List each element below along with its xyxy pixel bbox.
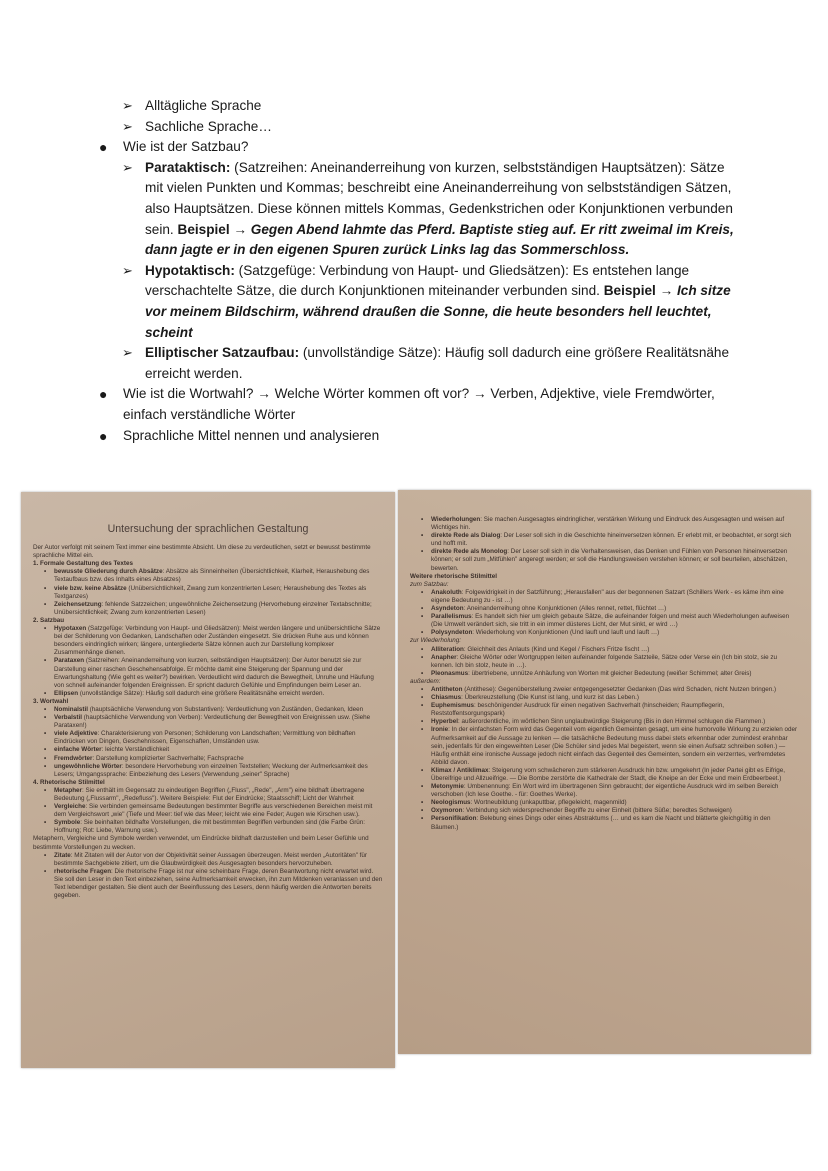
list-item xyxy=(33,730,383,746)
list-item xyxy=(410,532,799,548)
list-item xyxy=(95,96,735,117)
list-item xyxy=(33,763,383,779)
term-text: (unvollständige Sätze): Häufig soll dadurch eine größere Realitätsnähe erreicht werden. xyxy=(145,345,730,381)
term-text: (Satzgefüge: Verbindung von Haupt- und Gliedsätzen): Meist werden längere und unübersichtliche Sätze bei der Schilderung von Gedanken, Landschaften oder Zuständen eingesetzt. Sie drücken Ruhe aus und können besonders eindringlich wirken; längere, untergliederte Sätze können auch zur Darstellung komplexer Zusammenhänge dienen. xyxy=(54,625,381,657)
term-text: : beschönigender Ausdruck für einen negativen Sachverhalt (hinscheiden; Raumpflegerin, Reststoffentsorgungspark) xyxy=(431,702,724,718)
list-item xyxy=(410,589,799,605)
term-heading: Metapher xyxy=(54,786,82,794)
list-item xyxy=(33,706,383,714)
term-heading: Personifikation xyxy=(431,815,477,823)
list-item xyxy=(410,516,799,532)
term-heading: Hypotaxen xyxy=(54,625,87,633)
term-heading: einfache Wörter xyxy=(54,746,102,754)
term-text: : Sie machen Ausgesagtes eindringlicher, verstärken Wirkung und Eindruck des Ausgesagten und weisen auf Wichtiges hin. xyxy=(431,516,785,532)
term-text: : Überkreuzstellung (Die Kunst ist lang, und kurz ist das Leben.) xyxy=(461,694,639,702)
list-item xyxy=(410,613,799,629)
term-heading: Antitheton xyxy=(431,685,463,693)
list-item xyxy=(410,807,799,815)
term-heading: direkte Rede als Dialog xyxy=(431,532,501,540)
list-item xyxy=(410,799,799,807)
term-heading: Chiasmus xyxy=(431,694,462,702)
list-item xyxy=(33,714,383,730)
term-text: (Satzgefüge: Verbindung von Haupt- und Gliedsätzen): Es entstehen lange verschachtelte Sätze, die durch Konjunktionen miteinander verbunden sind. xyxy=(145,262,690,299)
arrow-bullet-icon: ➢ xyxy=(122,262,133,278)
list-item xyxy=(410,646,799,654)
list-item xyxy=(410,654,799,670)
list-item xyxy=(410,815,799,831)
term-text: : Es handelt sich hier um gleich gebaute Sätze, die aufeinander folgen und meist auch Wiederholungen aufweisen (Die Umwelt verändert sich, sie tritt in ein immer düsteres Licht, der Mut sinkt, er wird …) xyxy=(431,613,790,629)
term-heading: viele bzw. keine Absätze xyxy=(54,584,127,592)
term-text: (unvollständige Sätze): Häufig soll dadurch eine größere Realitätsnähe erreicht werden. xyxy=(78,689,325,697)
list-item xyxy=(33,690,383,698)
term-heading: Elliptischer Satzaufbau: xyxy=(145,345,300,361)
list-item xyxy=(410,726,799,766)
list-item xyxy=(33,657,383,689)
term-text: : Wiederholung von Konjunktionen (Und lauft und lauft und lauft …) xyxy=(472,629,660,637)
subsection-heading: außerdem: xyxy=(410,677,441,685)
list-item xyxy=(410,670,799,678)
term-heading: Nominalstil xyxy=(54,705,88,713)
bullet-icon: ● xyxy=(99,427,108,444)
arrow-bullet-icon: ➢ xyxy=(122,159,133,175)
term-text: : Folgewidrigkeit in der Satzführung; „Herausfallen" aus der begonnenen Satzart (Schillers Werk - es käme ihm eine eigene Bedeutung zu - ist …) xyxy=(431,588,784,604)
term-heading: Ironie xyxy=(431,726,449,734)
term-text: : Sie verbinden gemeinsame Bedeutungen bestimmter Begriffe aus verschiedenen Bereichen meist mit dem Vergleichswort „wie" (Tiefe und Meer: tief wie das Meer; leicht wie eine Feder; Augen wie Kirschen usw.). xyxy=(54,803,373,819)
term-heading: Anakoluth xyxy=(431,588,462,596)
list-item-text: Alltägliche Sprache xyxy=(145,98,262,113)
term-text: : Darstellung komplizierter Sachverhalte; Fachsprache xyxy=(92,754,244,762)
term-text: : Sie enthält im Gegensatz zu eindeutigen Begriffen („Fluss", „Rede", „Arm") eine bildhaft übertragene Bedeutung („Flussarm", „Redefluss"). Weitere Beispiele: Flut der Eindrücke; Staatsschiff; Licht der Wahrheit xyxy=(54,786,365,802)
list-item xyxy=(95,384,735,425)
worksheet-title: Untersuchung der sprachlichen Gestaltung xyxy=(107,523,309,535)
term-heading: Parataxen xyxy=(54,657,85,665)
term-heading: Alliteration xyxy=(431,645,464,653)
list-item xyxy=(33,852,383,868)
example-text: Gegen Abend lahmte das Pferd. Baptiste stieg auf. Er ritt zweimal im Kreis, dann jagte er in den eigenen Spuren zurück Links lag das Sommerschloss. xyxy=(145,221,734,258)
list-item xyxy=(95,158,735,261)
term-text: : außerordentliche, im wörtlichen Sinn unglaubwürdige Steigerung (Bis in den Himmel schlugen die Flammen.) xyxy=(457,718,766,726)
list-item xyxy=(95,117,735,138)
list-item xyxy=(410,686,799,694)
section-heading: Weitere rhetorische Stilmittel xyxy=(410,572,498,580)
section-heading: 2. Satzbau xyxy=(33,616,65,624)
term-heading: Symbole xyxy=(54,819,81,827)
term-heading: Fremdwörter xyxy=(54,754,93,762)
term-heading: Zitate xyxy=(54,851,71,859)
list-item xyxy=(33,601,383,617)
term-heading: Parallelismus xyxy=(431,613,472,621)
section-heading: 3. Wortwahl xyxy=(33,697,69,705)
term-heading: Asyndeton xyxy=(431,605,464,613)
arrow-bullet-icon: ➢ xyxy=(122,98,133,113)
term-heading: Hypotaktisch: xyxy=(145,262,235,278)
arrow-bullet-icon: ➢ xyxy=(122,118,133,134)
subsection-heading: zum Satzbau: xyxy=(410,580,449,588)
term-heading: bewusste Gliederung durch Absätze xyxy=(54,568,163,576)
worksheet-intro: Der Autor verfolgt mit seinem Text immer eine bestimmte Absicht. Um diese zu verdeutlichen, setzt er bewusst bestimmte sprachliche Mittel ein. xyxy=(33,544,371,560)
term-heading: Zeichensetzung xyxy=(54,600,102,608)
list-item xyxy=(410,718,799,726)
term-text: : Gleiche Wörter oder Wortgruppen leiten aufeinander folgende Satzteile, Sätze oder Verse ein (Ich bin stolz, sie zu kennen. Ich bin stolz, heute in …). xyxy=(431,653,778,669)
term-heading: Ellipsen xyxy=(54,689,79,697)
list-item xyxy=(95,261,735,343)
example-text: Ich sitze vor meinem Bildschirm, während draußen die Sonne, die heute besonders hell leuchtet, scheint xyxy=(145,283,731,340)
term-text: : besondere Hervorhebung von einzelnen Textstellen; Weckung der Aufmerksamkeit des Lesers; Umgangssprache: Einbeziehung des Lesers (Verwendung „seiner" Sprache) xyxy=(54,762,368,778)
photo-worksheet-right xyxy=(398,490,811,1054)
example-label: Beispiel → xyxy=(603,283,674,299)
term-heading: Verbalstil xyxy=(54,714,83,722)
term-heading: direkte Rede als Monolog xyxy=(431,548,508,556)
list-item xyxy=(410,767,799,783)
term-heading: Metonymie xyxy=(431,783,464,791)
term-text: (Antithese): Gegenüberstellung zweier entgegengesetzter Gedanken (Das wird Schaden, nicht Nutzen bringen.) xyxy=(462,685,777,693)
term-text: : Steigerung vom schwächeren zum stärkeren Ausdruck hin bzw. umgekehrt (In jeder Partei gibt es Eifrige, Übereifrige und Allzueifrige. — Die Bombe zerstörte die Kathedrale der Stadt, die Kneipe an der Ecke und mein Erdbeerbeet.) xyxy=(431,766,785,782)
term-text: : Die rhetorische Frage ist nur eine scheinbare Frage, deren Beantwortung nicht erwartet wird. Sie soll den Leser in den Text einbeziehen, seine Aufmerksamkeit erwecken, ihn zum Mitdenken veranlassen und den Text lebendiger gestalten. Sie dient auch der Beeinflussung des Lesers, denn häufig werden die Antworten bereits gegeben. xyxy=(54,867,383,900)
term-text: : übertriebene, unnütze Anhäufung von Worten mit gleicher Bedeutung (weißer Schimmel; alter Greis) xyxy=(468,669,752,677)
list-item xyxy=(33,585,383,601)
term-heading: Oxymoron xyxy=(431,807,463,815)
term-text: (Satzreihen: Aneinanderreihung von kurzen, selbstständigen Hauptsätzen): Sätze mit vielen Punkten und Kommas; beschreibt eine Aneinanderreihung von selbstständigen Sätzen, also Hauptsätzen. Diese können mittels Kommas, Gedenkstrichen oder Konjunktionen verbunden sein. xyxy=(145,159,733,237)
list-item xyxy=(95,137,735,158)
list-item xyxy=(410,548,799,572)
term-heading: Wiederholungen xyxy=(431,516,481,523)
term-text: : Mit Zitaten will der Autor von der Objektivität seiner Aussagen überzeugen. Meist werden „Autoritäten" für bestimmte Sachgebiete zitiert, um die Glaubwürdigkeit des Ausgesagten besonders hervorzuheben. xyxy=(54,851,368,867)
term-heading: Euphemismus xyxy=(431,702,475,710)
term-text: : Verbindung sich widersprechender Begriffe zu einer Einheit (bittere Süße; beredtes Schweigen) xyxy=(462,807,732,815)
list-item xyxy=(33,625,383,657)
list-item xyxy=(33,787,383,803)
list-item xyxy=(95,426,735,447)
list-item xyxy=(33,803,383,819)
list-item xyxy=(410,605,799,613)
list-item-text: Sprachliche Mittel nennen und analysieren xyxy=(123,427,380,443)
term-text: : Gleichheit des Anlauts (Kind und Kegel / Fischers Fritze fischt …) xyxy=(463,645,650,653)
term-heading: Pleonasmus xyxy=(431,669,469,677)
list-item xyxy=(410,694,799,702)
bullet-icon: ● xyxy=(99,386,108,403)
term-heading: Parataktisch: xyxy=(145,159,231,175)
term-heading: rhetorische Fragen xyxy=(54,867,112,875)
list-item xyxy=(33,868,383,900)
term-text: : Charakterisierung von Personen; Schilderung von Landschaften; Vermittlung von bildhaften Eindrücken von Dingen, Geschehnissen, Eigenschaften, Umständen usw. xyxy=(54,730,356,746)
term-text: : Der Leser soll sich in die Verhaltensweisen, das Denken und Fühlen von Personen hineinversetzen können; er soll zum „Mitfühlen" angeregt werden; er soll die Handlungsweisen verstehen können; er soll beurteilen, abschätzen, bewerten. xyxy=(431,548,788,572)
section-heading: 4. Rhetorische Stilmittel xyxy=(33,778,105,786)
list-item-text: Sachliche Sprache… xyxy=(145,118,272,134)
term-heading: ungewöhnliche Wörter xyxy=(54,762,122,770)
term-heading: viele Adjektive xyxy=(54,730,98,738)
term-text: : Umbenennung: Ein Wort wird im übertragenen Sinn gebraucht; der eigentliche Ausdruck wird im selben Bereich verschoben (Ich lese Goethe. - für: Goethes Werke). xyxy=(431,783,779,799)
list-item-text: Wie ist die Wortwahl? → Welche Wörter kommen oft vor? → Verben, Adjektive, viele Fremdwörter, einfach verständliche Wörter xyxy=(123,386,715,422)
term-text: (Satzreihen: Aneinanderreihung von kurzen, selbständigen Hauptsätzen): Der Autor benutzt sie zur Darstellung einer raschen Geschehensabfolge. Er möchte damit eine Steigerung der Spannung und der Erwartungshaltung (Wie geht es weiter?) bewirken. Verdeutlicht wird dadurch die Bewegtheit, Unruhe und Häufung von schnell aufeinander folgenden Ereignissen. Er spricht dadurch Gefühle und Empfindungen beim Leser an. xyxy=(54,657,374,689)
bullet-icon: ● xyxy=(99,139,108,156)
term-text: : fehlende Satzzeichen; ungewöhnliche Zeichensetzung (Hervorhebung einzelner Textabschnitte; Unübersichtlichkeit; Zwang zum konzentrierten Lesen) xyxy=(54,600,372,616)
term-text: : Absätze als Sinneinheiten (Übersichtlichkeit, Klarheit, Heraushebung des Textaufbaus bzw. des Inhalts eines Absatzes) xyxy=(54,568,370,584)
term-text: (hauptsächliche Verwendung von Substantiven): Verdeutlichung von Zuständen, Gedanken, Ideen xyxy=(87,705,364,713)
term-text: (Unübersichtlichkeit, Zwang zum konzentrierten Lesen; Heraushebung des Textes als Textganzes) xyxy=(54,584,367,600)
list-item xyxy=(410,783,799,799)
list-item xyxy=(33,746,383,754)
term-heading: Neologismus xyxy=(431,799,471,807)
term-heading: Vergleiche xyxy=(54,803,86,811)
term-text: : In der einfachsten Form wird das Gegenteil vom eigentlich Gemeinten gesagt, um eine humorvolle Wirkung zu erzielen oder Aufmerksamkeit auf die Aussage zu lenken — die tatsächliche Bedeutung muss dabei stets erkennbar oder zumindest erahnbar sein, jedenfalls für den eingeweihten Leser (Die Schüler sind jedes Mal begeistert, wenn sie einen Aufsatz schreiben sollen.) — Häufig enthält eine ironische Aussage jedoch nicht einfach das Gegenteil des Gemeinten, sondern ein verzerrtes, verfremdetes Abbild davon. xyxy=(431,726,798,766)
term-heading: Klimax / Antiklimax xyxy=(431,766,489,774)
list-item xyxy=(33,568,383,584)
term-text: : Sie beinhalten bildhafte Vorstellungen, die mit bestimmten Begriffen verbunden sind (die Farbe Grün: Hoffnung; Rot: Liebe, Warnung usw.). xyxy=(54,819,366,835)
worksheet-paragraph: Metaphern, Vergleiche und Symbole werden verwendet, um Eindrücke bildhaft darzustellen und beim Leser Gefühle und bestimmte Vorstellungen zu wecken. xyxy=(33,835,369,851)
term-text: : Der Leser soll sich in die Geschichte hineinversetzen können. Er erlebt mit, er beobachtet, er sorgt sich und hofft mit. xyxy=(431,532,792,548)
list-item xyxy=(33,819,383,835)
term-text: : leichte Verständlichkeit xyxy=(101,746,170,754)
list-item-text: Wie ist der Satzbau? xyxy=(123,139,249,155)
term-text: (hauptsächliche Verwendung von Verben): Verdeutlichung der Bewegtheit von Ereignissen usw. (Siehe Parataxen!) xyxy=(54,714,371,730)
list-item xyxy=(410,629,799,637)
term-text: : Wortneubildung (unkaputtbar, pflegeleicht, magenmild) xyxy=(470,799,627,807)
term-heading: Polysyndeton xyxy=(431,629,473,637)
term-heading: Hyperbel xyxy=(431,718,458,726)
subsection-heading: zur Wiederholung: xyxy=(410,637,462,645)
arrow-bullet-icon: ➢ xyxy=(122,345,133,361)
term-heading: Anapher xyxy=(431,653,457,661)
photo-worksheet-left xyxy=(21,492,395,1068)
term-text: : Belebung eines Dings oder eines Abstraktums (… und es kam die Nacht und blätterte gleichgültig in den Bäumen.) xyxy=(431,815,771,831)
term-text: : Aneinanderreihung ohne Konjunktionen (Alles rennet, rettet, flüchtet …) xyxy=(463,605,667,613)
list-item xyxy=(95,343,735,384)
example-label: Beispiel → xyxy=(177,221,248,237)
list-item xyxy=(33,755,383,763)
notes-section xyxy=(95,96,735,446)
section-heading: 1. Formale Gestaltung des Textes xyxy=(33,560,133,568)
list-item xyxy=(410,702,799,718)
